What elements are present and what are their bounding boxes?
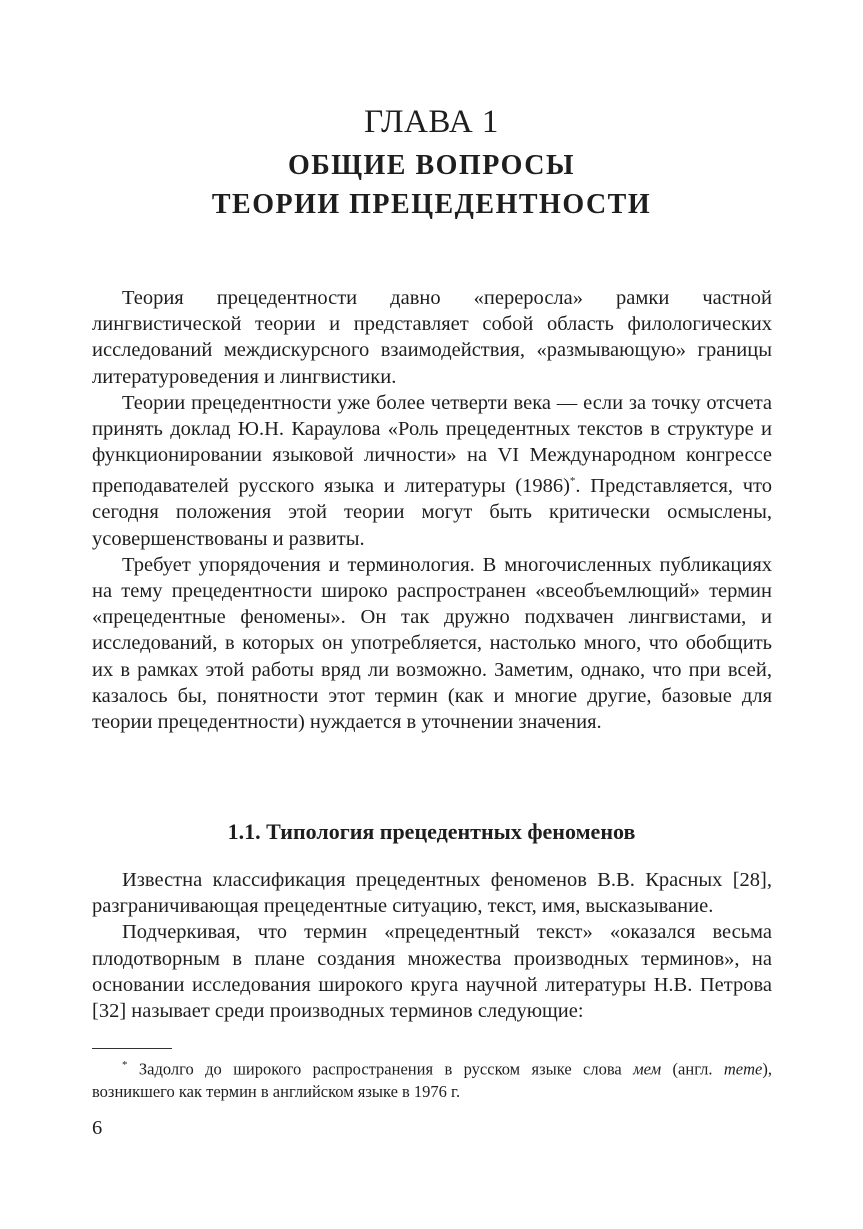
- section-text: [92, 867, 772, 1024]
- footnote-part: (англ.: [661, 1059, 724, 1079]
- page-number: 6: [92, 1117, 103, 1139]
- footnote-part: ), возникшего как термин в английском языке в 1976 г.: [92, 1059, 772, 1101]
- footnote-divider: [92, 1048, 172, 1049]
- footnote-part: Задолго до широкого распространения в русском языке слова: [127, 1059, 634, 1079]
- intro-text: [92, 285, 772, 735]
- paragraph: Подчеркивая, что термин «прецедентный текст» «оказался весьма плодотворным в плане создания множества производных терминов», на основании исследования широкого круга научной литературы Н.В. Петрова [32] называет среди производных терминов следующие:: [92, 921, 772, 1023]
- paragraph: [92, 390, 772, 552]
- footnote-mark: *: [122, 1059, 128, 1071]
- footnote-text: [92, 1054, 772, 1103]
- footnote: [92, 1054, 772, 1103]
- footnote-italic-word: мем: [633, 1059, 662, 1079]
- footnote-italic-word: meme: [723, 1059, 763, 1079]
- paragraph-text: . Представляется, что сегодня положения этой теории могут быть критически осмыслены, усовершенствованы и развиты.: [92, 475, 773, 550]
- section-heading: 1.1. Типология прецедентных феноменов: [227, 819, 636, 844]
- paragraph: Известна классификация прецедентных феноменов В.В. Красных [28], разграничивающая прецедентные ситуацию, текст, имя, высказывание.: [92, 869, 772, 918]
- paragraph: Требует упорядочения и терминология. В многочисленных публикациях на тему прецедентности широко распространен «всеобъемлющий» термин «прецедентные феномены». Он так дружно подхвачен лингвистами, и исследований, в которых он употребляется, настолько много, что обобщить их в рамках этой работы вряд ли возможно. Заметим, однако, что при всей, казалось бы, понятности этот термин (как и многие другие, базовые для теории прецедентности) нуждается в уточнении значения.: [92, 553, 772, 734]
- paragraph-text: Теории прецедентности уже более четверти века — если за точку отсчета принять доклад Ю.Н. Караулова «Роль прецедентных текстов в структуре и функционировании языковой личности» на VI Международном конгрессе преподавателей русского языка и литературы (1986): [92, 391, 772, 498]
- chapter-title: [0, 146, 863, 224]
- chapter-title-line-2: ТЕОРИИ ПРЕЦЕДЕНТНОСТИ: [211, 189, 652, 220]
- chapter-heading: ГЛАВА 1: [364, 104, 499, 140]
- chapter-title-line-1: ОБЩИЕ ВОПРОСЫ: [287, 150, 575, 181]
- paragraph: Теория прецедентности давно «переросла» рамки частной лингвистической теории и представляет собой область филологических исследований междискурсного взаимодействия, «размывающую» границы литературоведения и лингвистики.: [92, 287, 772, 388]
- footnote-ref: *: [569, 475, 576, 488]
